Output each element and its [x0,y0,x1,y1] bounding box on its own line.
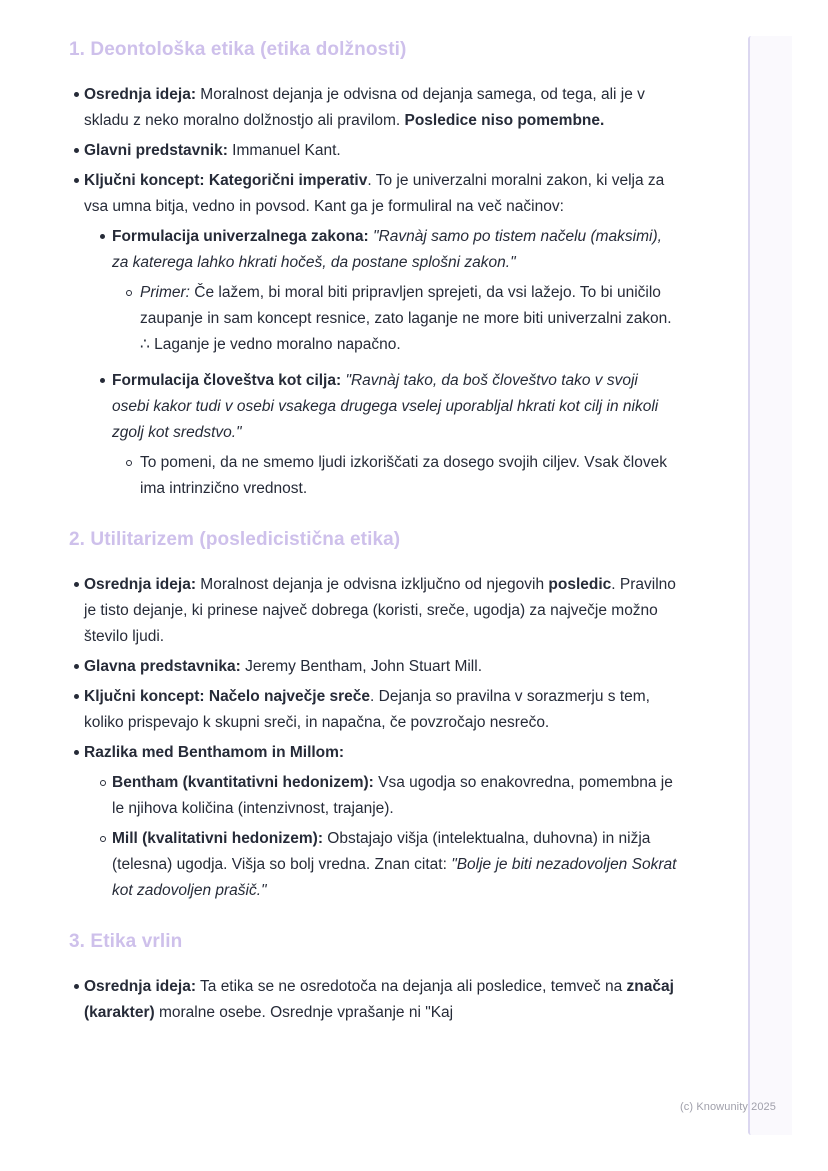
document-section [69,526,677,904]
disc-bullet-icon [74,664,79,669]
text-run: Primer: [140,284,190,301]
text-run: Mill (kvalitativni hedonizem): [112,830,323,847]
text-run: To pomeni, da ne smemo ljudi izkoriščati za dosego svojih ciljev. Vsak človek ima intrinzično vrednost. [140,454,667,497]
text-run: Ta etika se ne osredotoča na dejanja ali posledice, temveč na [195,978,627,995]
section-heading: 1. Deontološka etika (etika dolžnosti) [69,39,407,60]
section-heading: 2. Utilitarizem (posledicistična etika) [69,529,401,550]
watermark-text: (c) Knowunity 2025 [680,1101,776,1113]
text-run: Moralnost dejanja je odvisna izključno od njegovih [195,576,549,593]
list-item [69,224,677,276]
circle-bullet-icon [126,460,132,466]
text-run: . To je univerzalni moralni zakon, ki velja za vsa umna bitja, vedno in povsod. Kant ga je formuliral na več načinov: [84,172,665,215]
disc-bullet-icon [74,148,79,153]
text-run: Glavni predstavnik: [84,142,228,159]
adjacent-page-edge [748,36,792,1135]
document-content [69,36,677,1030]
list-item [69,368,677,446]
text-run: moralne osebe. Osrednje vprašanje ni "Kaj [154,1004,454,1021]
list-item [69,826,677,904]
list-item [69,138,677,164]
text-run: "Ravnàj samo po tistem načelu (maksimi), za katerega lahko hkrati hočeš, da postane splošni zakon." [112,228,662,271]
disc-bullet-icon [74,92,79,97]
text-run: Moralnost dejanja je odvisna od dejanja samega, od tega, ali je v skladu z neko moralno dolžnostjo ali pravilom. [84,86,645,129]
text-run: "Ravnàj tako, da boš človeštvo tako v svoji osebi kakor tudi v osebi vsakega drugega vselej uporabljal hkrati kot cilj in nikoli zgolj kot sredstvo." [112,372,659,441]
disc-bullet-icon [74,750,79,755]
text-run: Posledice niso pomembne. [404,112,605,129]
text-run: Immanuel Kant. [227,142,341,159]
text-run: posledic [548,576,612,593]
list-item [69,654,677,680]
list-item [69,684,677,736]
list-item [69,82,677,134]
list-item [69,450,677,502]
text-run: značaj (karakter) [84,978,674,1021]
circle-bullet-icon [100,836,106,842]
circle-bullet-icon [126,290,132,296]
text-run: Obstajajo višja (intelektualna, duhovna) in nižja (telesna) ugodja. Višja so bolj vredna. Znan citat: [112,830,651,873]
text-run: Ključni koncept: Kategorični imperativ [84,172,368,189]
text-run: Glavna predstavnika: [84,658,241,675]
text-run: Če lažem, bi moral biti pripravljen sprejeti, da vsi lažejo. To bi uničilo zaupanje in sam koncept resnice, zato laganje ne more biti univerzalni zakon. ∴ Laganje je vedno moralno napačno. [140,284,672,353]
list-item [69,974,677,1026]
disc-bullet-icon [74,694,79,699]
disc-bullet-icon [74,178,79,183]
text-run: Jeremy Bentham, John Stuart Mill. [240,658,483,675]
text-run: . Pravilno je tisto dejanje, ki prinese največ dobrega (koristi, sreče, ugodja) za največje možno število ljudi. [84,576,676,645]
text-run: Razlika med Benthamom in Millom: [84,744,345,761]
text-run: Formulacija univerzalnega zakona: [112,228,369,245]
list-item [69,770,677,822]
list-item [69,280,677,358]
text-run: . Dejanja so pravilna v sorazmerju s tem, koliko prispevajo k skupni sreči, in napačna, če povzročajo nesrečo. [84,688,650,731]
disc-bullet-icon [100,234,105,239]
disc-bullet-icon [100,378,105,383]
text-run: Bentham (kvantitativni hedonizem): [112,774,374,791]
text-run: Osrednja ideja: [84,576,196,593]
list-item [69,168,677,220]
disc-bullet-icon [74,984,79,989]
disc-bullet-icon [74,582,79,587]
document-section [69,928,677,1026]
list-item [69,572,677,650]
text-run: Osrednja ideja: [84,86,196,103]
circle-bullet-icon [100,780,106,786]
text-run: Vsa ugodja so enakovredna, pomembna je le njihova količina (intenzivnost, trajanje). [112,774,673,817]
section-heading: 3. Etika vrlin [69,931,183,952]
list-item [69,740,677,766]
text-run: Ključni koncept: Načelo največje sreče [84,688,371,705]
text-run: Osrednja ideja: [84,978,196,995]
document-section [69,36,677,502]
text-run: Formulacija človeštva kot cilja: [112,372,342,389]
text-run: "Bolje je biti nezadovoljen Sokrat kot zadovoljen prašič." [112,856,677,899]
